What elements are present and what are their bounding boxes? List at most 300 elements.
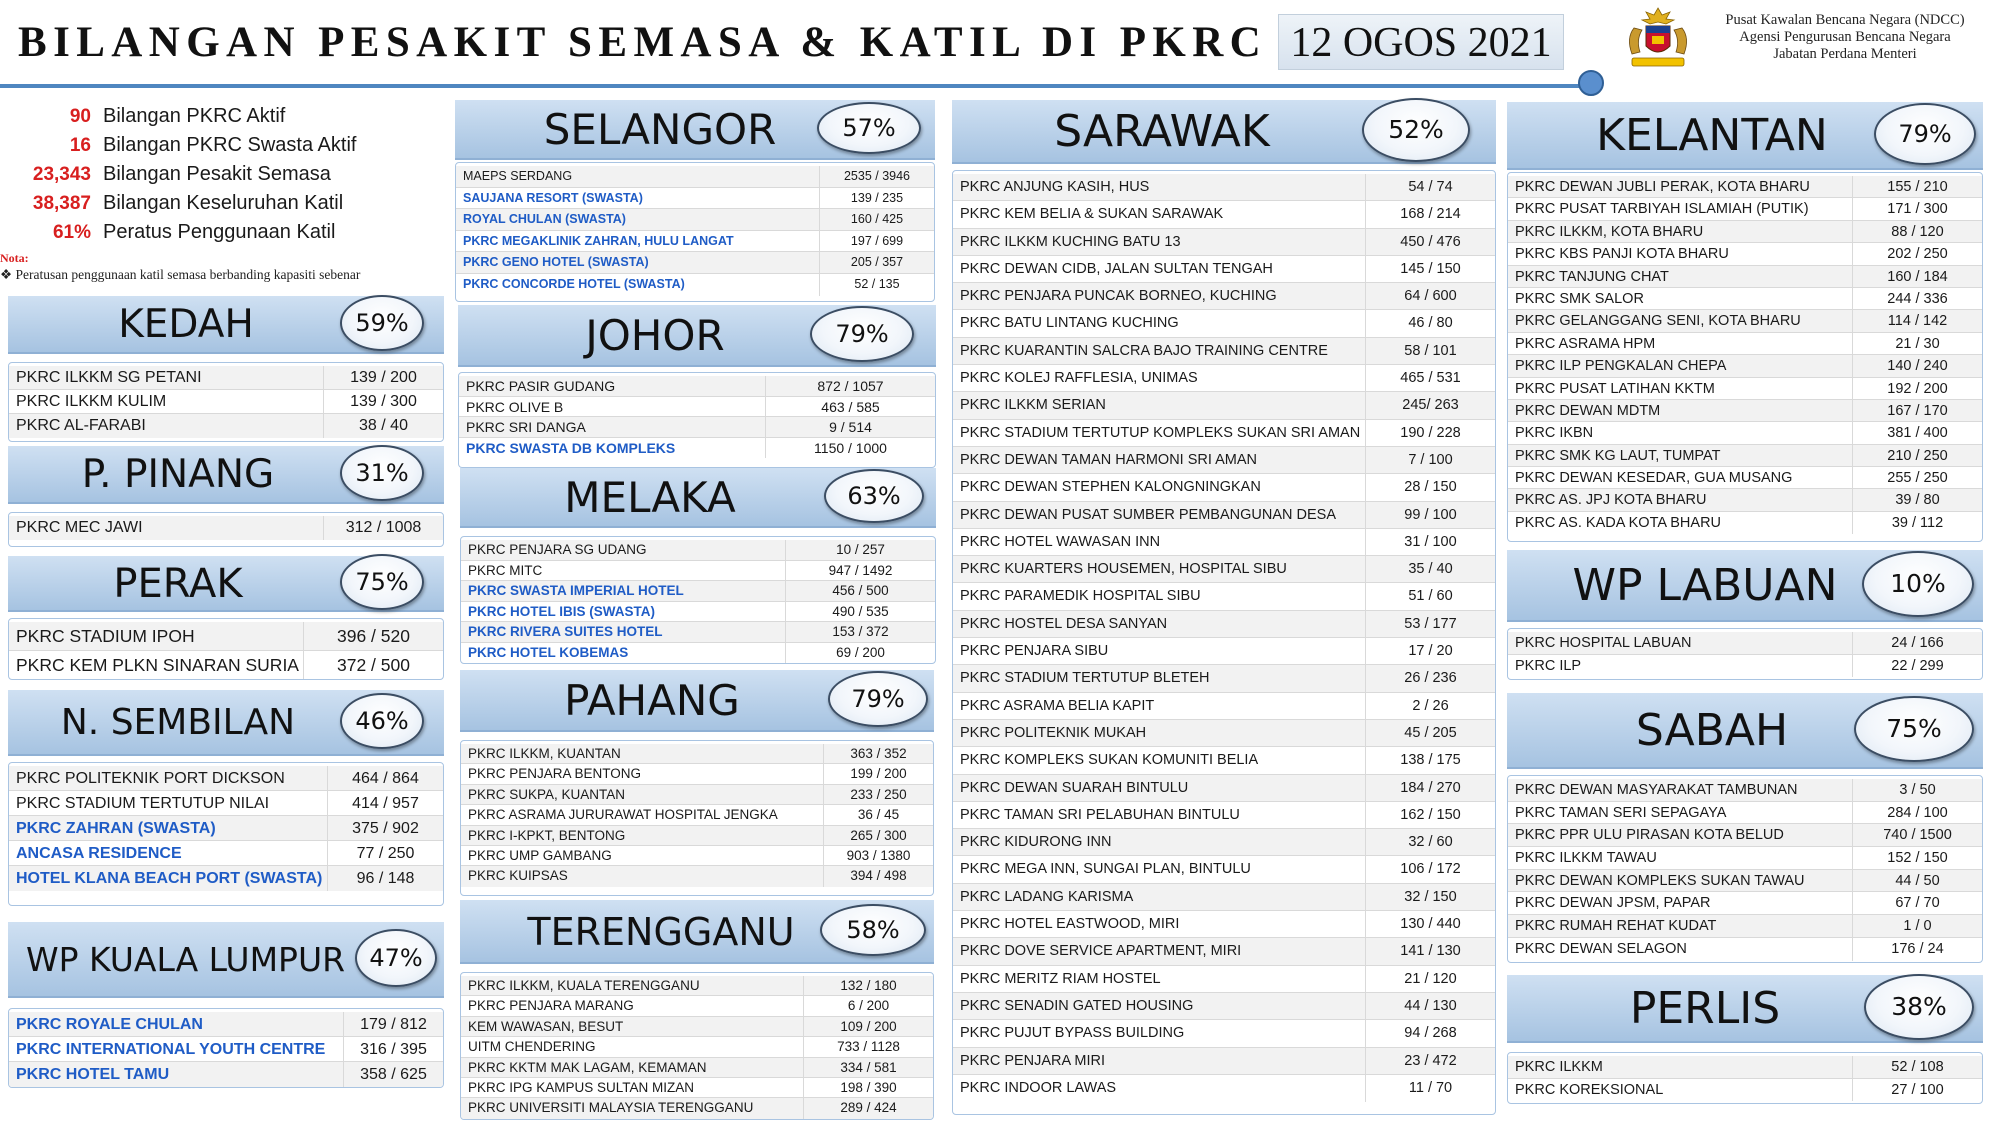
facility-row <box>953 474 1495 501</box>
state-panel-nsembilan <box>8 690 444 906</box>
facility-row <box>461 1098 933 1118</box>
patients-beds-value: 32 / 60 <box>1365 829 1495 855</box>
facility-row <box>1508 512 1982 534</box>
agency-line: Agensi Pengurusan Bencana Negara <box>1739 29 1951 45</box>
occupancy-percent-badge: 52% <box>1362 98 1470 162</box>
facility-name: PKRC LADANG KARISMA <box>960 888 1134 905</box>
agency-line: Jabatan Perdana Menteri <box>1773 46 1917 62</box>
patients-beds-value: 21 / 120 <box>1365 966 1495 992</box>
facility-row <box>953 310 1495 337</box>
patients-beds-value: 54 / 74 <box>1365 174 1495 200</box>
facility-row <box>461 866 933 886</box>
facility-table <box>8 762 444 906</box>
facility-row <box>953 1048 1495 1075</box>
facility-name: PKRC ANJUNG KASIH, HUS <box>960 179 1150 195</box>
facility-name: PKRC HOTEL EASTWOOD, MIRI <box>960 916 1180 933</box>
occupancy-percent-badge: 31% <box>340 445 424 501</box>
facility-row <box>9 390 443 414</box>
facility-table <box>8 362 444 442</box>
facility-name: MAEPS SERDANG <box>463 169 573 183</box>
facility-row <box>1508 870 1982 893</box>
patients-beds-value: 872 / 1057 <box>765 376 935 396</box>
facility-row <box>1508 266 1982 288</box>
facility-name: PKRC ILKKM SERIAN <box>960 397 1106 414</box>
patients-beds-value: 77 / 250 <box>327 841 443 865</box>
facility-table <box>460 972 934 1120</box>
facility-name: PKRC KUARANTIN SALCRA BAJO TRAINING CENTRE <box>960 342 1328 359</box>
patients-beds-value: 312 / 1008 <box>323 516 443 540</box>
facility-row <box>953 775 1495 802</box>
facility-name: PKRC MERITZ RIAM HOSTEL <box>960 970 1161 987</box>
patients-beds-value: 45 / 205 <box>1365 720 1495 746</box>
facility-name: PKRC SENADIN GATED HOUSING <box>960 997 1194 1014</box>
facility-row <box>9 1062 443 1087</box>
state-panel-sarawak <box>952 100 1496 1115</box>
facility-name: PKRC SUKPA, KUANTAN <box>468 786 626 802</box>
facility-name: PKRC PARAMEDIK HOSPITAL SIBU <box>960 588 1201 605</box>
facility-name: PKRC DOVE SERVICE APARTMENT, MIRI <box>960 943 1242 960</box>
state-panel-kelantan <box>1507 102 1983 542</box>
patients-beds-value: 289 / 424 <box>803 1098 933 1118</box>
facility-row <box>953 884 1495 911</box>
state-panel-pinang <box>8 446 444 547</box>
patients-beds-value: 52 / 108 <box>1852 1056 1982 1078</box>
patients-beds-value: 38 / 40 <box>323 414 443 438</box>
patients-beds-value: 88 / 120 <box>1852 221 1982 242</box>
facility-row <box>461 643 935 664</box>
facility-row <box>461 1017 933 1037</box>
facility-name: PKRC BATU LINTANG KUCHING <box>960 315 1179 332</box>
facility-row <box>1508 221 1982 243</box>
facility-name: PKRC ILKKM, KUANTAN <box>468 746 621 761</box>
facility-row <box>953 338 1495 365</box>
facility-row <box>461 1078 933 1098</box>
facility-name: PKRC PENJARA SIBU <box>960 643 1109 660</box>
facility-row <box>9 816 443 841</box>
facility-row <box>9 1012 443 1037</box>
facility-row <box>9 841 443 866</box>
facility-row <box>1508 333 1982 355</box>
stat-value: 23,343 <box>32 163 91 185</box>
facility-row <box>456 274 934 296</box>
header-divider-dot <box>1578 70 1604 96</box>
patients-beds-value: 394 / 498 <box>823 866 933 886</box>
facility-row <box>953 365 1495 392</box>
facility-name: HOTEL KLANA BEACH PORT (SWASTA) <box>16 870 323 887</box>
facility-row <box>1508 915 1982 938</box>
patients-beds-value: 284 / 100 <box>1852 802 1982 824</box>
occupancy-percent-badge: 75% <box>1854 696 1974 762</box>
patients-beds-value: 36 / 45 <box>823 805 933 824</box>
occupancy-percent-badge: 46% <box>340 693 424 749</box>
state-name: PERLIS <box>1629 983 1781 1034</box>
patients-beds-value: 456 / 500 <box>785 581 935 601</box>
facility-row <box>9 1037 443 1062</box>
facility-row <box>1508 422 1982 444</box>
patients-beds-value: 733 / 1128 <box>803 1037 933 1056</box>
facility-name: PKRC KOMPLEKS SUKAN KOMUNITI BELIA <box>960 752 1259 769</box>
facility-name: PKRC DEWAN MDTM <box>1515 402 1661 419</box>
patients-beds-value: 53 / 177 <box>1365 611 1495 637</box>
facility-name: PKRC PUSAT LATIHAN KKTM <box>1515 380 1715 397</box>
facility-table <box>8 512 444 547</box>
facility-name: PKRC ZAHRAN (SWASTA) <box>16 820 216 837</box>
patients-beds-value: 140 / 240 <box>1852 355 1982 376</box>
facility-row <box>953 747 1495 774</box>
patients-beds-value: 10 / 257 <box>785 540 935 560</box>
patients-beds-value: 139 / 200 <box>323 366 443 389</box>
state-name: WP LABUAN <box>1572 560 1838 611</box>
patients-beds-value: 202 / 250 <box>1852 243 1982 264</box>
facility-name: PKRC I-KPKT, BENTONG <box>468 827 626 843</box>
facility-row <box>461 785 933 805</box>
facility-name: PKRC GELANGGANG SENI, KOTA BHARU <box>1515 313 1801 330</box>
facility-name: PKRC RUMAH REHAT KUDAT <box>1515 918 1717 935</box>
facility-table <box>1507 628 1983 680</box>
facility-row <box>1508 892 1982 915</box>
facility-name: PKRC TAMAN SRI PELABUHAN BINTULU <box>960 806 1240 823</box>
facility-name: PKRC PENJARA BENTONG <box>468 766 642 782</box>
patients-beds-value: 153 / 372 <box>785 622 935 642</box>
facility-row <box>461 540 935 561</box>
facility-name: PKRC ILP <box>1515 657 1582 674</box>
stat-label: Bilangan Pesakit Semasa <box>103 163 331 185</box>
facility-name: UITM CHENDERING <box>468 1039 596 1055</box>
patients-beds-value: 316 / 395 <box>343 1037 443 1061</box>
facility-row <box>461 764 933 784</box>
facility-name: PKRC PENJARA PUNCAK BORNEO, KUCHING <box>960 288 1277 305</box>
facility-name: PKRC AL-FARABI <box>16 417 146 434</box>
facility-name: PKRC DEWAN MASYARAKAT TAMBUNAN <box>1515 782 1798 798</box>
patients-beds-value: 245/ 263 <box>1365 392 1495 418</box>
state-name: WP KUALA LUMPUR <box>25 940 346 979</box>
facility-row <box>1508 176 1982 198</box>
facility-row <box>953 392 1495 419</box>
state-name: PERAK <box>113 561 243 607</box>
facility-name: PKRC PENJARA MIRI <box>960 1052 1106 1069</box>
patients-beds-value: 1150 / 1000 <box>765 438 935 459</box>
facility-row <box>9 366 443 390</box>
patients-beds-value: 51 / 60 <box>1365 583 1495 609</box>
facility-name: PKRC PENJARA SG UDANG <box>468 542 647 557</box>
facility-name: PKRC HOTEL KOBEMAS <box>468 644 629 660</box>
patients-beds-value: 39 / 80 <box>1852 489 1982 510</box>
facility-name: PKRC ASRAMA BELIA KAPIT <box>960 697 1155 714</box>
page-title: BILANGAN PESAKIT SEMASA & KATIL DI PKRC <box>18 19 1268 66</box>
facility-name: PKRC PUSAT TARBIYAH ISLAMIAH (PUTIK) <box>1515 201 1809 218</box>
facility-row <box>456 209 934 231</box>
patients-beds-value: 233 / 250 <box>823 785 933 804</box>
patients-beds-value: 334 / 581 <box>803 1058 933 1077</box>
facility-row <box>1508 243 1982 265</box>
patients-beds-value: 7 / 100 <box>1365 447 1495 473</box>
patients-beds-value: 375 / 902 <box>327 816 443 840</box>
facility-row <box>461 602 935 623</box>
facility-name: PKRC ILP PENGKALAN CHEPA <box>1515 358 1727 375</box>
patients-beds-value: 358 / 625 <box>343 1062 443 1087</box>
facility-name: PKRC SMK KG LAUT, TUMPAT <box>1515 447 1721 464</box>
state-name: N. SEMBILAN <box>60 702 296 743</box>
facility-row <box>953 911 1495 938</box>
facility-name: PKRC DEWAN TAMAN HARMONI SRI AMAN <box>960 451 1258 468</box>
occupancy-percent-badge: 58% <box>820 904 926 956</box>
patients-beds-value: 255 / 250 <box>1852 467 1982 488</box>
facility-name: PKRC MEGA INN, SUNGAI PLAN, BINTULU <box>960 861 1251 878</box>
state-panel-pahang <box>460 670 934 896</box>
facility-name: PKRC RIVERA SUITES HOTEL <box>468 624 663 639</box>
facility-row <box>953 583 1495 610</box>
facility-name: PKRC INDOOR LAWAS <box>960 1079 1117 1096</box>
facility-row <box>953 283 1495 310</box>
patients-beds-value: 372 / 500 <box>303 651 443 680</box>
facility-row <box>1508 779 1982 802</box>
facility-row <box>953 993 1495 1020</box>
patients-beds-value: 9 / 514 <box>765 417 935 437</box>
patients-beds-value: 69 / 200 <box>785 643 935 664</box>
facility-name: PKRC STADIUM TERTUTUP NILAI <box>16 795 270 812</box>
facility-name: PKRC STADIUM TERTUTUP KOMPLEKS SUKAN SRI AMAN <box>960 424 1361 441</box>
patients-beds-value: 64 / 600 <box>1365 283 1495 309</box>
facility-row <box>459 438 935 459</box>
facility-name: PKRC ILKKM, KOTA BHARU <box>1515 223 1704 240</box>
facility-row <box>456 166 934 188</box>
state-name: SABAH <box>1635 705 1789 756</box>
facility-row <box>456 188 934 210</box>
patients-beds-value: 160 / 425 <box>819 209 934 230</box>
facility-name: PKRC POLITEKNIK MUKAH <box>960 724 1147 741</box>
malaysia-coat-of-arms-icon <box>1620 6 1696 70</box>
facility-name: PKRC DEWAN SELAGON <box>1515 940 1687 957</box>
facility-table <box>1507 172 1983 542</box>
facility-name: PKRC AS. KADA KOTA BHARU <box>1515 514 1722 531</box>
facility-row <box>459 417 935 438</box>
stat-row <box>8 218 448 247</box>
facility-row <box>461 622 935 643</box>
facility-row <box>1508 802 1982 825</box>
facility-row <box>456 252 934 274</box>
patients-beds-value: 168 / 214 <box>1365 201 1495 227</box>
facility-name: PKRC TAMAN SERI SEPAGAYA <box>1515 804 1727 821</box>
stat-value: 38,387 <box>32 192 91 214</box>
patients-beds-value: 2 / 26 <box>1365 693 1495 719</box>
facility-name: PKRC HOSPITAL LABUAN <box>1515 635 1692 651</box>
facility-row <box>953 720 1495 747</box>
patients-beds-value: 947 / 1492 <box>785 561 935 581</box>
facility-row <box>1508 489 1982 511</box>
facility-row <box>1508 288 1982 310</box>
facility-row <box>953 420 1495 447</box>
facility-name: PKRC ASRAMA HPM <box>1515 335 1656 352</box>
facility-row <box>953 1020 1495 1047</box>
header-divider <box>0 84 1580 88</box>
facility-row <box>1508 355 1982 377</box>
occupancy-percent-badge: 79% <box>828 671 928 727</box>
occupancy-percent-badge: 57% <box>817 102 921 154</box>
patients-beds-value: 94 / 268 <box>1365 1020 1495 1046</box>
facility-name: PKRC KIDURONG INN <box>960 834 1112 851</box>
patients-beds-value: 152 / 150 <box>1852 847 1982 869</box>
agency-block <box>1700 12 1990 63</box>
facility-row <box>461 976 933 996</box>
facility-row <box>953 201 1495 228</box>
facility-name: ROYAL CHULAN (SWASTA) <box>463 212 626 227</box>
patients-beds-value: 141 / 130 <box>1365 938 1495 964</box>
state-name: P. PINANG <box>81 452 275 497</box>
patients-beds-value: 11 / 70 <box>1365 1075 1495 1102</box>
patients-beds-value: 99 / 100 <box>1365 502 1495 528</box>
facility-name: PKRC KEM BELIA & SUKAN SARAWAK <box>960 206 1224 223</box>
patients-beds-value: 22 / 299 <box>1852 655 1982 678</box>
facility-row <box>953 966 1495 993</box>
facility-name: PKRC ROYALE CHULAN <box>16 1016 203 1033</box>
patients-beds-value: 198 / 390 <box>803 1078 933 1097</box>
state-name: KEDAH <box>118 302 254 347</box>
stat-row <box>8 102 448 131</box>
facility-name: PKRC HOTEL IBIS (SWASTA) <box>468 603 656 619</box>
facility-name: ANCASA RESIDENCE <box>16 845 182 862</box>
facility-row <box>461 846 933 866</box>
facility-name: PKRC POLITEKNIK PORT DICKSON <box>16 770 285 787</box>
facility-name: PKRC ILKKM KUCHING BATU 13 <box>960 233 1181 250</box>
facility-table <box>952 170 1496 1115</box>
facility-name: PKRC DEWAN SUARAH BINTULU <box>960 779 1189 796</box>
facility-name: PKRC SRI DANGA <box>466 419 586 435</box>
facility-name: PKRC OLIVE B <box>466 398 564 415</box>
facility-row <box>953 1075 1495 1102</box>
facility-row <box>1508 310 1982 332</box>
facility-row <box>953 829 1495 856</box>
facility-row <box>9 516 443 540</box>
facility-name: PKRC ILKKM <box>1515 1059 1603 1075</box>
patients-beds-value: 39 / 112 <box>1852 512 1982 534</box>
stat-label: Peratus Penggunaan Katil <box>103 221 336 243</box>
state-panel-selangor <box>455 100 935 302</box>
patients-beds-value: 44 / 130 <box>1365 993 1495 1019</box>
stat-row <box>8 160 448 189</box>
facility-name: PKRC HOSTEL DESA SANYAN <box>960 615 1168 632</box>
patients-beds-value: 490 / 535 <box>785 602 935 622</box>
facility-name: PKRC GENO HOTEL (SWASTA) <box>463 255 649 270</box>
facility-row <box>9 866 443 891</box>
patients-beds-value: 145 / 150 <box>1365 256 1495 282</box>
state-name: SARAWAK <box>1054 106 1270 157</box>
facility-name: PKRC KUARTERS HOUSEMEN, HOSPITAL SIBU <box>960 561 1287 578</box>
facility-row <box>953 174 1495 201</box>
facility-name: PKRC PASIR GUDANG <box>466 378 616 394</box>
occupancy-percent-badge: 79% <box>810 306 914 362</box>
facility-name: PKRC PUJUT BYPASS BUILDING <box>960 1025 1185 1042</box>
patients-beds-value: 210 / 250 <box>1852 445 1982 466</box>
facility-row <box>9 766 443 791</box>
facility-name: PKRC UNIVERSITI MALAYSIA TERENGGANU <box>468 1100 754 1116</box>
state-panel-labuan <box>1507 550 1983 680</box>
facility-name: PKRC DEWAN JUBLI PERAK, KOTA BHARU <box>1515 179 1810 195</box>
facility-name: PKRC ASRAMA JURURAWAT HOSPITAL JENGKA <box>468 807 778 823</box>
patients-beds-value: 96 / 148 <box>327 866 443 891</box>
facility-row <box>9 414 443 438</box>
state-panel-terengganu <box>460 900 934 1120</box>
facility-name: PKRC KOLEJ RAFFLESIA, UNIMAS <box>960 370 1198 387</box>
facility-row <box>459 397 935 418</box>
facility-name: PKRC IKBN <box>1515 425 1594 442</box>
facility-row <box>1508 400 1982 422</box>
facility-row <box>461 581 935 602</box>
patients-beds-value: 2535 / 3946 <box>819 166 934 187</box>
occupancy-percent-badge: 75% <box>340 554 424 610</box>
facility-row <box>1508 938 1982 961</box>
facility-name: PKRC DEWAN JPSM, PAPAR <box>1515 895 1711 912</box>
facility-name: PKRC UMP GAMBANG <box>468 847 612 863</box>
facility-row <box>953 665 1495 692</box>
stat-label: Bilangan PKRC Swasta Aktif <box>103 134 357 156</box>
facility-row <box>461 805 933 825</box>
patients-beds-value: 52 / 135 <box>819 274 934 296</box>
facility-row <box>461 744 933 764</box>
patients-beds-value: 32 / 150 <box>1365 884 1495 910</box>
patients-beds-value: 740 / 1500 <box>1852 824 1982 846</box>
patients-beds-value: 381 / 400 <box>1852 422 1982 443</box>
facility-row <box>9 791 443 816</box>
facility-name: PKRC ILKKM, KUALA TERENGGANU <box>468 978 700 993</box>
state-name: MELAKA <box>564 473 736 522</box>
facility-row <box>1508 824 1982 847</box>
facility-name: PKRC SMK SALOR <box>1515 290 1644 307</box>
stat-row <box>8 131 448 160</box>
facility-row <box>953 556 1495 583</box>
state-name: SELANGOR <box>543 105 777 154</box>
facility-name: PKRC PENJARA MARANG <box>468 998 634 1014</box>
patients-beds-value: 465 / 531 <box>1365 365 1495 391</box>
patients-beds-value: 3 / 50 <box>1852 779 1982 801</box>
stat-label: Bilangan Keseluruhan Katil <box>103 192 344 214</box>
patients-beds-value: 199 / 200 <box>823 764 933 783</box>
facility-name: PKRC KBS PANJI KOTA BHARU <box>1515 246 1729 263</box>
facility-row <box>953 856 1495 883</box>
facility-row <box>953 938 1495 965</box>
patients-beds-value: 414 / 957 <box>327 791 443 815</box>
patients-beds-value: 176 / 24 <box>1852 938 1982 961</box>
patients-beds-value: 138 / 175 <box>1365 747 1495 773</box>
stat-label: Bilangan PKRC Aktif <box>103 105 286 127</box>
facility-name: PKRC KKTM MAK LAGAM, KEMAMAN <box>468 1059 707 1075</box>
facility-name: PKRC AS. JPJ KOTA BHARU <box>1515 492 1707 509</box>
facility-row <box>953 229 1495 256</box>
facility-row <box>459 376 935 397</box>
occupancy-percent-badge: 38% <box>1864 974 1974 1040</box>
occupancy-percent-badge: 59% <box>340 295 424 351</box>
facility-name: PKRC ILKKM TAWAU <box>1515 850 1657 867</box>
facility-row <box>461 1037 933 1057</box>
facility-name: PKRC SWASTA DB KOMPLEKS <box>466 439 676 456</box>
state-panel-perlis <box>1507 975 1983 1104</box>
patients-beds-value: 106 / 172 <box>1365 856 1495 882</box>
patients-beds-value: 109 / 200 <box>803 1017 933 1036</box>
facility-name: PKRC CONCORDE HOTEL (SWASTA) <box>463 276 685 291</box>
facility-name: PKRC DEWAN KOMPLEKS SUKAN TAWAU <box>1515 872 1805 889</box>
patients-beds-value: 363 / 352 <box>823 744 933 763</box>
facility-table <box>460 536 936 664</box>
facility-name: PKRC ILKKM KULIM <box>16 393 167 410</box>
patients-beds-value: 130 / 440 <box>1365 911 1495 937</box>
facility-name: PKRC HOTEL TAMU <box>16 1066 170 1083</box>
facility-row <box>953 529 1495 556</box>
facility-name: PKRC HOTEL WAWASAN INN <box>960 533 1161 550</box>
patients-beds-value: 463 / 585 <box>765 397 935 417</box>
facility-name: PKRC MEGAKLINIK ZAHRAN, HULU LANGAT <box>463 233 734 248</box>
state-panel-perak <box>8 556 444 680</box>
state-panel-sabah <box>1507 693 1983 963</box>
patients-beds-value: 450 / 476 <box>1365 229 1495 255</box>
